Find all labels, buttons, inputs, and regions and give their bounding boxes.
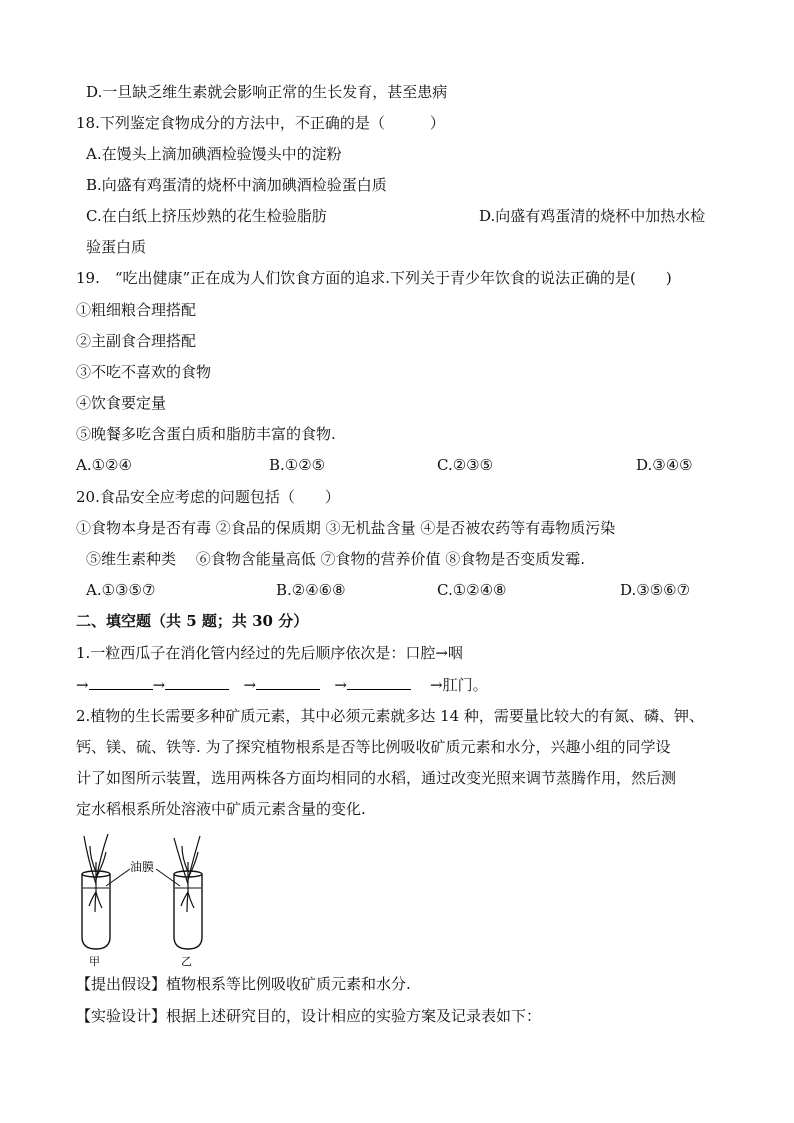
fill2-para-line: 2.植物的生长需要多种矿质元素，其中必须元素就多达 14 种，需要量比较大的有氮、磷、钾、: [76, 707, 704, 725]
q20-option-c: C.①②④⑧: [437, 581, 507, 599]
q20-line-1: ①食物本身是否有毒 ②食品的保质期 ③无机盐含量 ④是否被农药等有毒物质污染: [76, 519, 616, 537]
arrow-icon: →: [76, 676, 89, 694]
q19-option-c: C.②③⑤: [437, 456, 494, 474]
q19-stem: 19. “吃出健康”正在成为人们饮食方面的追求.下列关于青少年饮食的说法正确的是( ): [76, 269, 672, 287]
q20-line-2: ⑤维生素种类 ⑥食物含能量高低 ⑦食物的营养价值 ⑧食物是否变质发霉.: [86, 550, 586, 568]
q19-option-d: D.③④⑤: [636, 456, 693, 474]
arrow-icon: →: [243, 676, 257, 694]
fill1-blanks-row: [76, 675, 488, 695]
answer-blank[interactable]: [256, 675, 320, 690]
arrow-icon: →: [152, 676, 166, 694]
q19-item: ②主副食合理搭配: [76, 332, 197, 350]
q19-option-b: B.①②⑤: [269, 456, 326, 474]
q19-item: ③不吃不喜欢的食物: [76, 363, 212, 381]
left-tube-label: 甲: [89, 955, 100, 968]
hypothesis-line: 【提出假设】植物根系等比例吸收矿质元素和水分.: [76, 975, 411, 993]
fill2-para-line: 定水稻根系所处溶液中矿质元素含量的变化.: [76, 800, 366, 818]
q18-option-c: C.在白纸上挤压炒熟的花生检验脂肪: [86, 207, 327, 225]
answer-blank[interactable]: [347, 675, 411, 690]
q20-option-a: A.①③⑤⑦: [86, 581, 156, 599]
fill1-stem: 1.一粒西瓜子在消化管内经过的先后顺序依次是：口腔→咽: [76, 644, 463, 662]
q20-option-d: D.③⑤⑥⑦: [620, 581, 691, 599]
q18-stem: 18.下列鉴定食物成分的方法中，不正确的是（ ）: [76, 114, 445, 132]
answer-blank[interactable]: [89, 675, 153, 690]
q18-option-b: B.向盛有鸡蛋清的烧杯中滴加碘酒检验蛋白质: [86, 176, 387, 194]
arrow-icon: →: [334, 676, 347, 694]
section-title: 二、填空题（共 5 题；共 30 分）: [76, 612, 309, 630]
left-rice-plant: [84, 834, 108, 912]
experiment-figure: [76, 832, 246, 968]
q18-option-d-cont: 验蛋白质: [86, 238, 147, 256]
q19-item: ④饮食要定量: [76, 394, 167, 412]
right-rice-plant: [174, 836, 200, 912]
fill1-end: →肛门。: [430, 676, 488, 694]
q18-option-a: A.在馒头上滴加碘酒检验馒头中的淀粉: [86, 145, 342, 163]
fill2-para-line: 钙、镁、硫、铁等. 为了探究植物根系是否等比例吸收矿质元素和水分，兴趣小组的同学设: [76, 738, 671, 756]
q19-item: ①粗细粮合理搭配: [76, 301, 197, 319]
oil-film-label: 油膜: [130, 860, 155, 874]
answer-blank[interactable]: [165, 675, 229, 690]
q17-option-d: D.一旦缺乏维生素就会影响正常的生长发育，甚至患病: [86, 83, 448, 101]
q20-stem: 20.食品安全应考虑的问题包括（ ）: [76, 488, 340, 506]
right-tube-label: 乙: [181, 955, 192, 968]
q20-option-b: B.②④⑥⑧: [276, 581, 346, 599]
fill2-para-line: 计了如图所示装置，选用两株各方面均相同的水稻，通过改变光照来调节蒸腾作用，然后测: [76, 769, 677, 787]
design-line: 【实验设计】根据上述研究目的，设计相应的实验方案及记录表如下：: [76, 1007, 542, 1025]
q18-option-d: D.向盛有鸡蛋清的烧杯中加热水检: [479, 207, 706, 225]
q19-option-a: A.①②④: [76, 456, 132, 474]
q19-item: ⑤晚餐多吃含蛋白质和脂肪丰富的食物.: [76, 425, 336, 443]
rice-tubes-diagram: [76, 832, 246, 968]
